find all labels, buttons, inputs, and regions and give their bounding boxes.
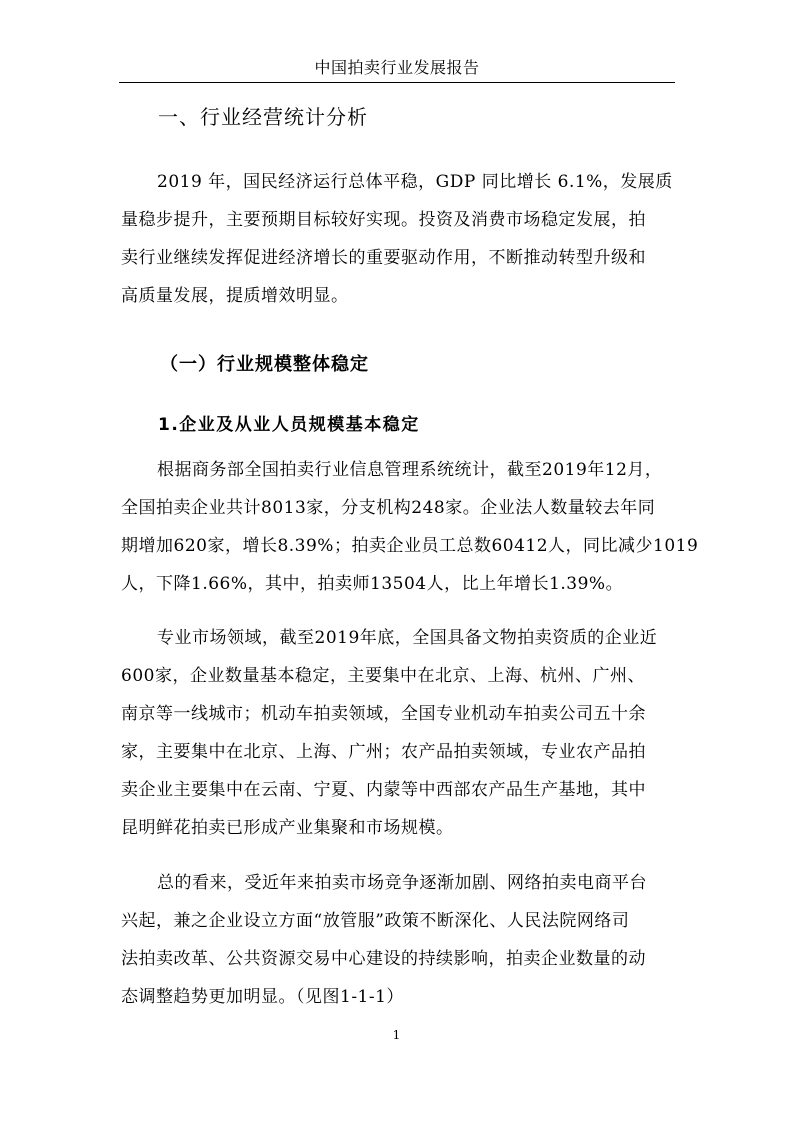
subsubsection-heading: 1.企业及从业人员规模基本稳定 xyxy=(158,415,420,435)
text-line: 2019 年，国民经济运行总体平稳，GDP 同比增长 6.1%，发展质 xyxy=(157,172,673,192)
running-header: 中国拍卖行业发展报告 xyxy=(119,54,675,83)
text-line: 量稳步提升，主要预期目标较好实现。投资及消费市场稳定发展，拍 xyxy=(121,210,646,230)
text-line: 兴起，兼之企业设立方面“放管服”政策不断深化、人民法院网络司 xyxy=(121,911,630,931)
text-line: 高质量发展，提质增效明显。 xyxy=(121,286,349,306)
text-line: 态调整趋势更加明显。（见图1-1-1） xyxy=(121,987,404,1007)
text-line: 法拍卖改革、公共资源交易中心建设的持续影响，拍卖企业数量的动 xyxy=(121,949,646,969)
summary-paragraph xyxy=(121,864,681,1016)
text-line: 专业市场领域，截至2019年底，全国具备文物拍卖资质的企业近 xyxy=(157,628,658,648)
subsection-heading: （一）行业规模整体稳定 xyxy=(160,354,369,375)
page-number: 1 xyxy=(392,1028,401,1042)
text-line: 人，下降1.66%，其中，拍卖师13504人，比上年增长1.39%。 xyxy=(121,574,624,594)
text-line: 600家，企业数量基本稳定，主要集中在北京、上海、杭州、广州、 xyxy=(121,666,645,686)
text-line: 卖行业继续发挥促进经济增长的重要驱动作用，不断推动转型升级和 xyxy=(121,248,646,268)
market-segments-paragraph xyxy=(121,619,681,847)
statistics-paragraph xyxy=(121,451,699,603)
text-line: 全国拍卖企业共计8013家，分支机构248家。企业法人数量较去年同 xyxy=(121,498,656,518)
section-heading: 一、行业经营统计分析 xyxy=(158,105,368,129)
text-line: 总的看来，受近年来拍卖市场竞争逐渐加剧、网络拍卖电商平台 xyxy=(157,873,647,893)
text-line: 昆明鲜花拍卖已形成产业集聚和市场规模。 xyxy=(121,818,454,838)
text-line: 南京等一线城市；机动车拍卖领域，全国专业机动车拍卖公司五十余 xyxy=(121,704,646,724)
text-line: 家，主要集中在北京、上海、广州；农产品拍卖领域，专业农产品拍 xyxy=(121,742,646,762)
text-line: 期增加620家，增长8.39%；拍卖企业员工总数60412人，同比减少1019 xyxy=(121,536,699,556)
text-line: 根据商务部全国拍卖行业信息管理系统统计，截至2019年12月， xyxy=(157,460,663,480)
text-line: 卖企业主要集中在云南、宁夏、内蒙等中西部农产品生产基地，其中 xyxy=(121,780,646,800)
intro-paragraph xyxy=(121,163,681,315)
